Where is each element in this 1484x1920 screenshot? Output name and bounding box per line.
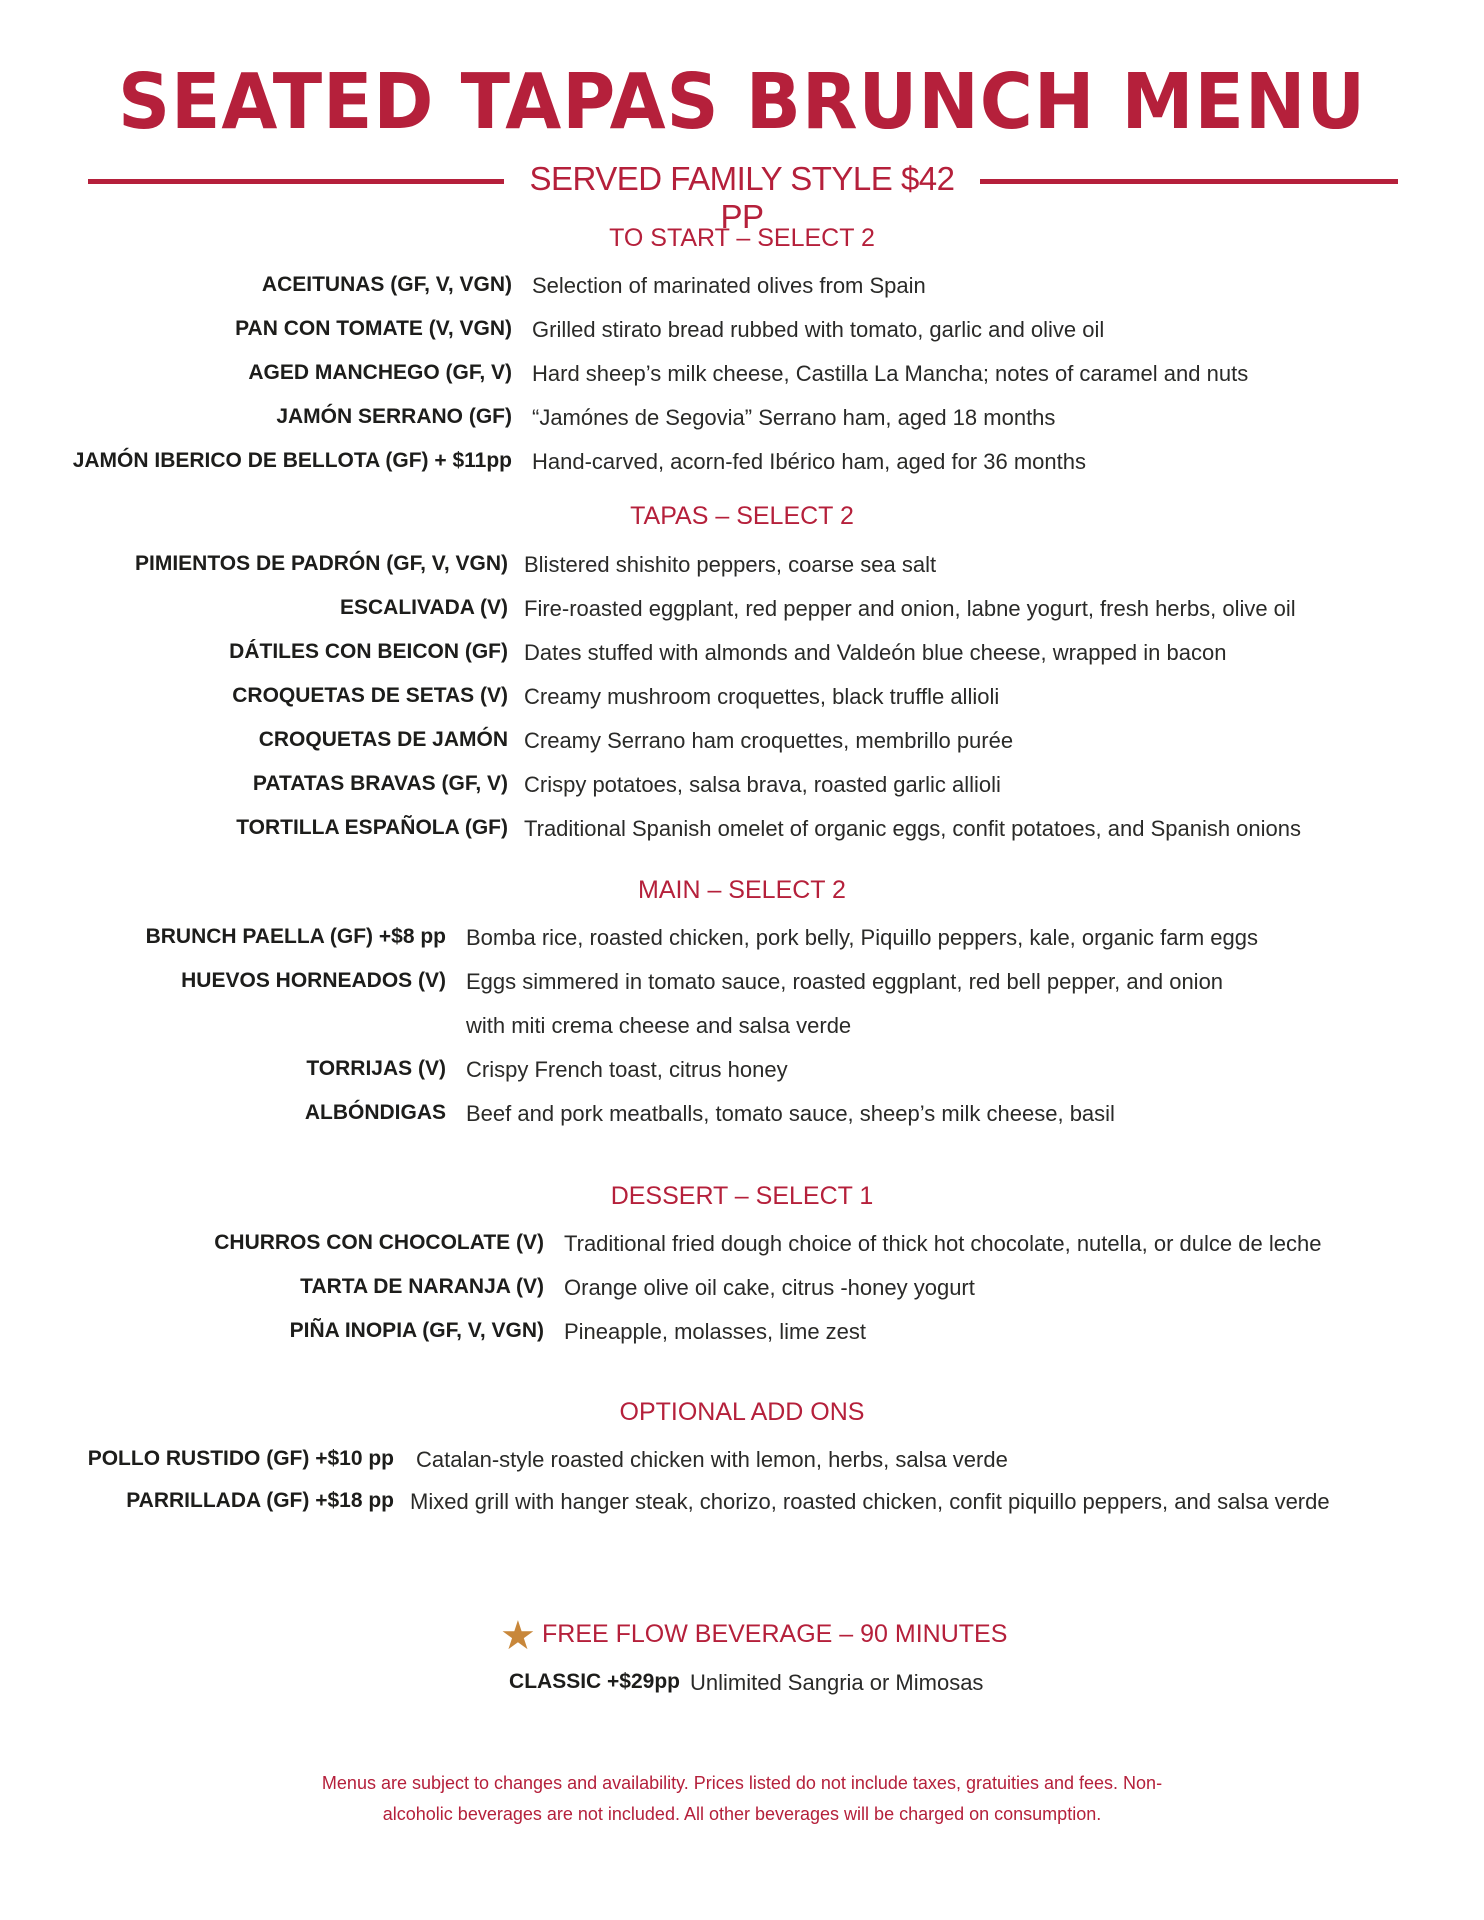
- footer-disclaimer: [0, 1768, 1484, 1830]
- menu-item: [0, 1057, 1484, 1093]
- divider-left: [88, 179, 504, 184]
- item-description: with miti crema cheese and salsa verde: [466, 1013, 852, 1038]
- item-description: Dates stuffed with almonds and Valdeón blue cheese, wrapped in bacon: [524, 640, 1227, 665]
- menu-item: [0, 684, 1484, 720]
- item-description: “Jamónes de Segovia” Serrano ham, aged 18 months: [532, 405, 1056, 430]
- footer-line: Menus are subject to changes and availability. Prices listed do not include taxes, gratuities and fees. Non-: [321, 1773, 1163, 1793]
- menu-subtitle: SERVED FAMILY STYLE $42 PP: [529, 160, 955, 235]
- item-description: Crispy French toast, citrus honey: [466, 1057, 788, 1082]
- menu-item: [0, 596, 1484, 632]
- item-name: PIÑA INOPIA (GF, V, VGN): [289, 1319, 544, 1342]
- item-name: PAN CON TOMATE (V, VGN): [235, 317, 512, 340]
- section-heading-tapas: TAPAS – SELECT 2: [630, 502, 854, 530]
- beverage-item: [0, 1670, 1484, 1706]
- divider-right: [980, 179, 1398, 184]
- menu-item: [0, 273, 1484, 309]
- item-name: POLLO RUSTIDO (GF) +$10 pp: [87, 1447, 394, 1470]
- menu-item: [0, 317, 1484, 353]
- menu-item: [0, 969, 1484, 1005]
- item-name: HUEVOS HORNEADOS (V): [181, 969, 446, 992]
- item-name: DÁTILES CON BEICON (GF): [229, 640, 508, 663]
- item-description: Grilled stirato bread rubbed with tomato, garlic and olive oil: [532, 317, 1105, 342]
- item-name: CROQUETAS DE JAMÓN: [258, 728, 508, 751]
- item-name: ESCALIVADA (V): [340, 596, 508, 619]
- section-heading-to-start: TO START – SELECT 2: [609, 224, 875, 252]
- menu-item: [0, 1447, 1484, 1483]
- item-description: Crispy potatoes, salsa brava, roasted garlic allioli: [524, 772, 1001, 797]
- item-description: Selection of marinated olives from Spain: [532, 273, 926, 298]
- item-description: Eggs simmered in tomato sauce, roasted eggplant, red bell pepper, and onion: [466, 969, 1224, 994]
- item-name: PATATAS BRAVAS (GF, V): [252, 772, 508, 795]
- item-description: Unlimited Sangria or Mimosas: [690, 1670, 984, 1695]
- subtitle-row: [0, 160, 1484, 235]
- item-description: Creamy mushroom croquettes, black truffle allioli: [524, 684, 1000, 709]
- menu-item: [0, 816, 1484, 852]
- item-description: Traditional Spanish omelet of organic eggs, confit potatoes, and Spanish onions: [524, 816, 1302, 841]
- section-heading-add-ons: OPTIONAL ADD ONS: [619, 1398, 865, 1426]
- item-name: CLASSIC +$29pp: [509, 1670, 680, 1693]
- menu-title: SEATED TAPAS BRUNCH MENU: [117, 58, 1367, 147]
- item-description: Blistered shishito peppers, coarse sea salt: [524, 552, 937, 577]
- menu-item: [0, 1231, 1484, 1267]
- item-name: JAMÓN IBERICO DE BELLOTA (GF) + $11pp: [72, 449, 512, 472]
- item-name: CHURROS CON CHOCOLATE (V): [214, 1231, 544, 1254]
- item-name: PIMIENTOS DE PADRÓN (GF, V, VGN): [135, 552, 508, 575]
- item-name: BRUNCH PAELLA (GF) +$8 pp: [145, 925, 446, 948]
- section-heading-main: MAIN – SELECT 2: [638, 876, 846, 904]
- menu-item: [0, 1275, 1484, 1311]
- item-name: CROQUETAS DE SETAS (V): [232, 684, 508, 707]
- section-heading-dessert: DESSERT – SELECT 1: [610, 1182, 874, 1210]
- item-description: Orange olive oil cake, citrus -honey yogurt: [564, 1275, 975, 1300]
- item-description: Traditional fried dough choice of thick hot chocolate, nutella, or dulce de leche: [564, 1231, 1322, 1256]
- menu-item: [0, 361, 1484, 397]
- menu-item: [0, 728, 1484, 764]
- item-description: Pineapple, molasses, lime zest: [564, 1319, 867, 1344]
- menu-item: [0, 405, 1484, 441]
- item-description: Creamy Serrano ham croquettes, membrillo purée: [524, 728, 1014, 753]
- item-description: Bomba rice, roasted chicken, pork belly, Piquillo peppers, kale, organic farm eggs: [466, 925, 1258, 950]
- beverage-heading: FREE FLOW BEVERAGE – 90 MINUTES: [542, 1620, 1008, 1648]
- menu-item: [0, 925, 1484, 961]
- item-name: JAMÓN SERRANO (GF): [276, 405, 512, 428]
- menu-item: [0, 772, 1484, 808]
- item-name: ACEITUNAS (GF, V, VGN): [261, 273, 512, 296]
- item-description: Beef and pork meatballs, tomato sauce, sheep’s milk cheese, basil: [466, 1101, 1115, 1126]
- item-description: Mixed grill with hanger steak, chorizo, roasted chicken, confit piquillo peppers, and salsa verde: [410, 1489, 1330, 1514]
- item-name: TARTA DE NARANJA (V): [300, 1275, 544, 1298]
- menu-item: [0, 1101, 1484, 1137]
- item-name: TORTILLA ESPAÑOLA (GF): [236, 816, 508, 839]
- item-name: AGED MANCHEGO (GF, V): [248, 361, 512, 384]
- item-description: Hard sheep’s milk cheese, Castilla La Mancha; notes of caramel and nuts: [532, 361, 1249, 386]
- item-description: Fire-roasted eggplant, red pepper and onion, labne yogurt, fresh herbs, olive oil: [524, 596, 1296, 621]
- item-description: Catalan-style roasted chicken with lemon, herbs, salsa verde: [416, 1447, 1008, 1472]
- menu-item: [0, 640, 1484, 676]
- footer-line: alcoholic beverages are not included. All other beverages will be charged on consumption.: [382, 1804, 1102, 1824]
- item-description: Hand-carved, acorn-fed Ibérico ham, aged for 36 months: [532, 449, 1086, 474]
- menu-item: [0, 1319, 1484, 1355]
- item-name: ALBÓNDIGAS: [304, 1101, 446, 1124]
- menu-item: [0, 449, 1484, 485]
- item-name: PARRILLADA (GF) +$18 pp: [126, 1489, 394, 1512]
- menu-item: [0, 552, 1484, 588]
- item-name: TORRIJAS (V): [306, 1057, 446, 1080]
- menu-item: [0, 1489, 1484, 1525]
- star-icon: ★: [500, 1614, 536, 1658]
- menu-item-continuation: [0, 1013, 1484, 1049]
